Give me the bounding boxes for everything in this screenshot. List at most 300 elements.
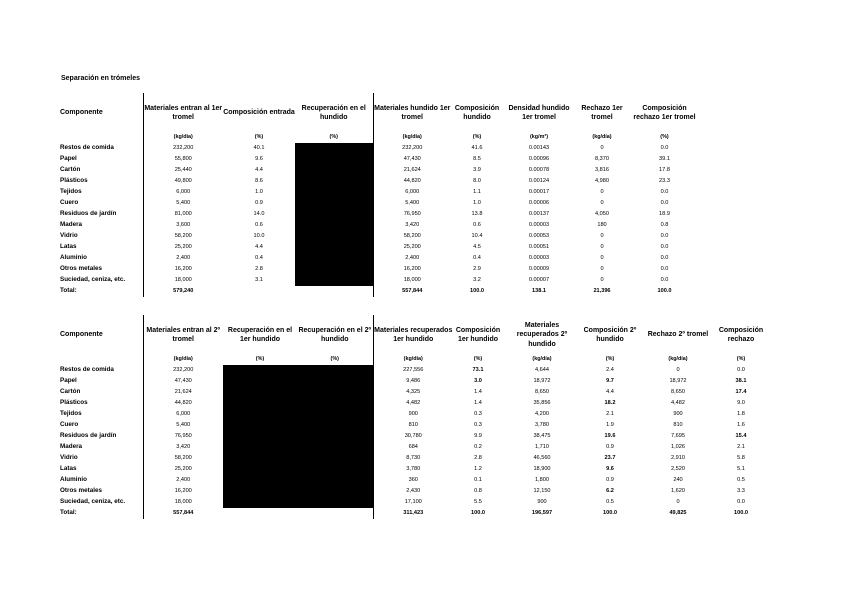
table-cell: 0.00007 <box>528 276 550 283</box>
table-cell: 3,420 <box>373 220 451 231</box>
redacted-cell <box>295 176 373 187</box>
redacted-cell <box>223 398 297 409</box>
total-row <box>57 508 765 519</box>
redacted-cell <box>223 431 297 442</box>
column-header: Recuperación en el 1er hundido <box>227 326 293 343</box>
table-cell: 17.8 <box>659 166 670 173</box>
redacted-cell <box>297 409 373 420</box>
unit-label: (%) <box>605 356 615 363</box>
table-cell: 3.2 <box>473 276 481 283</box>
table-cell: 5.1 <box>737 465 745 472</box>
row-label: Cuero <box>57 198 143 209</box>
table-row <box>57 486 765 497</box>
row-label: Cartón <box>57 387 143 398</box>
redacted-cell <box>295 209 373 220</box>
table-cell: 0 <box>600 188 604 195</box>
table-cell: 4.5 <box>473 243 481 250</box>
table-row <box>57 464 765 475</box>
table-cell: 0.00053 <box>528 232 550 239</box>
table-cell: 4,050 <box>595 210 609 217</box>
table-cell: 0 <box>600 199 604 206</box>
table-cell: 0 <box>600 243 604 250</box>
table-row <box>57 154 700 165</box>
table-cell: 23.3 <box>659 177 670 184</box>
table-cell: 38.1 <box>735 377 747 384</box>
column-header: Composición rechazo 1er tromel <box>633 104 696 121</box>
table-row <box>57 398 765 409</box>
total-cell <box>223 508 297 519</box>
table-cell: 0.5 <box>737 476 745 483</box>
redacted-cell <box>223 464 297 475</box>
table-cell: 0 <box>676 366 680 373</box>
table-cell: 0.0 <box>660 188 669 195</box>
table-cell: 0.9 <box>606 443 614 450</box>
row-label: Vidrio <box>57 453 143 464</box>
row-label: Suciedad, ceniza, etc. <box>57 497 143 508</box>
total-cell: 557,844 <box>373 286 451 297</box>
table-cell: 4,482 <box>671 399 685 406</box>
redacted-cell <box>295 143 373 154</box>
redacted-cell <box>295 242 373 253</box>
table-cell: 5.5 <box>474 498 482 505</box>
table-cell: 0.0 <box>660 254 669 261</box>
table-cell: 55,800 <box>174 155 192 162</box>
table-cell: 18,000 <box>174 276 192 283</box>
table-cell: 0.3 <box>474 410 482 417</box>
unit-label: (%) <box>472 134 482 141</box>
unit-label: (kg/m³) <box>530 134 548 141</box>
table-cell: 8,650 <box>535 388 549 395</box>
column-header: Densidad hundido 1er tromel <box>508 104 570 121</box>
table-row <box>57 231 700 242</box>
row-label: Latas <box>57 242 143 253</box>
total-cell: 100.0 <box>734 509 748 516</box>
table-cell: 3,780 <box>373 464 453 475</box>
table-cell: 4,980 <box>595 177 609 184</box>
row-label: Tejidos <box>57 187 143 198</box>
table-cell: 76,950 <box>174 432 192 439</box>
total-label: Total: <box>57 286 143 297</box>
table-cell: 684 <box>373 442 453 453</box>
table-cell: 44,820 <box>174 399 192 406</box>
column-header: Composición rechazo <box>718 326 764 343</box>
total-label: Total: <box>57 508 143 519</box>
table-cell: 9.6 <box>255 155 263 162</box>
redacted-cell <box>223 442 297 453</box>
table-cell: 2.8 <box>255 265 263 272</box>
table-cell: 2.8 <box>474 454 482 461</box>
total-cell <box>295 286 373 297</box>
table-cell: 0 <box>600 254 604 261</box>
total-row <box>57 286 700 297</box>
table-segundo-tromel <box>57 315 766 519</box>
unit-label: (kg/día) <box>373 133 451 143</box>
redacted-cell <box>295 198 373 209</box>
table-cell: 18,972 <box>669 377 687 384</box>
table-cell: 232,200 <box>173 144 194 151</box>
redacted-cell <box>297 464 373 475</box>
table-cell: 3,816 <box>595 166 609 173</box>
table-cell: 46,560 <box>533 454 551 461</box>
table-cell: 18,000 <box>373 275 451 286</box>
table-row <box>57 242 700 253</box>
table-row <box>57 475 765 486</box>
table-cell: 47,430 <box>174 377 192 384</box>
table-cell: 16,200 <box>174 265 192 272</box>
unit-label: (%) <box>254 134 264 141</box>
redacted-cell <box>223 387 297 398</box>
table-cell: 232,200 <box>373 143 451 154</box>
table-cell: 227,556 <box>373 365 453 376</box>
table-cell: 2.9 <box>473 265 481 272</box>
redacted-cell <box>297 398 373 409</box>
table-cell: 18,900 <box>533 465 551 472</box>
table-cell: 15.4 <box>735 432 747 439</box>
table-row <box>57 497 765 508</box>
table-cell: 1.9 <box>606 421 614 428</box>
table-row <box>57 220 700 231</box>
table-cell: 16,200 <box>373 264 451 275</box>
total-cell: 138.1 <box>532 287 546 294</box>
column-header: Componente <box>57 315 143 355</box>
row-label: Aluminio <box>57 475 143 486</box>
total-cell: 100.0 <box>603 509 617 516</box>
table-cell: 16,200 <box>174 487 192 494</box>
table-cell: 9,486 <box>373 376 453 387</box>
table-cell: 900 <box>673 410 683 417</box>
table-cell: 810 <box>373 420 453 431</box>
table-cell: 1,026 <box>671 443 685 450</box>
row-label: Plásticos <box>57 176 143 187</box>
table-cell: 3.1 <box>255 276 263 283</box>
table-cell: 81,000 <box>174 210 192 217</box>
table-cell: 9.7 <box>606 377 614 384</box>
unit-label: (%) <box>330 356 339 363</box>
table-cell: 0.00096 <box>528 155 550 162</box>
table-cell: 1.8 <box>737 410 745 417</box>
column-header: Rechazo 2º tromel <box>647 331 709 339</box>
row-label: Latas <box>57 464 143 475</box>
table-cell: 1,710 <box>535 443 549 450</box>
column-header: Composición entrada <box>223 109 295 117</box>
table-cell: 8.6 <box>255 177 263 184</box>
column-header: Recuperación en el hundido <box>301 104 366 121</box>
unit-label: (%) <box>736 356 746 363</box>
table-cell: 360 <box>373 475 453 486</box>
column-header: Composición hundido <box>454 104 500 121</box>
redacted-cell <box>223 453 297 464</box>
table-cell: 58,200 <box>373 231 451 242</box>
table-cell: 18.2 <box>604 399 616 406</box>
table-cell: 0 <box>600 276 604 283</box>
total-cell: 100.0 <box>657 287 672 294</box>
table-cell: 5,400 <box>373 198 451 209</box>
table-cell: 240 <box>673 476 683 483</box>
page-title: Separación en trómeles <box>61 75 140 82</box>
total-cell <box>297 508 373 519</box>
table-cell: 0.4 <box>473 254 481 261</box>
column-header: Materiales entran al 1er tromel <box>144 104 223 121</box>
table-row <box>57 431 765 442</box>
unit-label <box>57 133 143 143</box>
table-cell: 8.0 <box>473 177 481 184</box>
table-cell: 5,400 <box>176 199 191 206</box>
table-cell: 40.1 <box>253 144 265 151</box>
table-cell: 18.9 <box>659 210 670 217</box>
table-cell: 0.5 <box>606 498 614 505</box>
table-cell: 0.00078 <box>528 166 550 173</box>
table-cell: 0.2 <box>474 443 482 450</box>
table-cell: 0.0 <box>660 243 669 250</box>
table-cell: 0.9 <box>606 476 614 483</box>
redacted-cell <box>223 409 297 420</box>
table-cell: 6,000 <box>373 187 451 198</box>
table-cell: 1,620 <box>671 487 685 494</box>
table-cell: 8,370 <box>595 155 609 162</box>
redacted-cell <box>297 475 373 486</box>
redacted-cell <box>295 231 373 242</box>
table-cell: 2,430 <box>373 486 453 497</box>
table-cell: 73.1 <box>472 366 484 373</box>
table-row <box>57 187 700 198</box>
table-cell: 13.8 <box>471 210 483 217</box>
redacted-cell <box>223 420 297 431</box>
total-cell <box>223 286 295 297</box>
table-cell: 38,475 <box>533 432 551 439</box>
table-cell: 810 <box>673 421 683 428</box>
total-cell: 100.0 <box>470 287 484 294</box>
row-label: Residuos de jardín <box>57 209 143 220</box>
table-cell: 0.9 <box>255 199 263 206</box>
table-cell: 4,325 <box>373 387 453 398</box>
unit-label: (kg/día) <box>668 356 688 363</box>
table-cell: 25,200 <box>174 243 192 250</box>
redacted-cell <box>297 387 373 398</box>
table-cell: 3,420 <box>176 443 191 450</box>
table-cell: 8.5 <box>473 155 481 162</box>
table-cell: 7,695 <box>671 432 685 439</box>
table-cell: 3.3 <box>737 487 745 494</box>
table-row <box>57 198 700 209</box>
table-cell: 25,200 <box>373 242 451 253</box>
table-cell: 0.3 <box>474 421 482 428</box>
table-cell: 2,520 <box>671 465 685 472</box>
redacted-cell <box>223 475 297 486</box>
row-label: Cuero <box>57 420 143 431</box>
row-label: Residuos de jardín <box>57 431 143 442</box>
table-cell: 5,400 <box>176 421 191 428</box>
table-cell: 2,400 <box>176 254 191 261</box>
table-row <box>57 264 700 275</box>
column-header: Materiales entran al 2º tromel <box>146 326 221 343</box>
table-cell: 0.00143 <box>528 144 550 151</box>
table-cell: 2.4 <box>606 366 614 373</box>
table-cell: 0.00017 <box>528 188 550 195</box>
unit-label: (%) <box>660 134 669 141</box>
table-cell: 35,856 <box>533 399 551 406</box>
table-row <box>57 453 765 464</box>
table-cell: 4,482 <box>373 398 453 409</box>
redacted-cell <box>295 165 373 176</box>
table-row <box>57 442 765 453</box>
row-label: Aluminio <box>57 253 143 264</box>
table-cell: 18,000 <box>174 498 192 505</box>
redacted-cell <box>223 497 297 508</box>
total-cell: 311,423 <box>373 508 453 519</box>
table-cell: 0.0 <box>660 199 669 206</box>
unit-label: (kg/día) <box>173 134 193 141</box>
column-header: Materiales hundido 1er tromel <box>373 93 451 133</box>
table-row <box>57 165 700 176</box>
redacted-cell <box>297 497 373 508</box>
table-cell: 12,150 <box>533 487 551 494</box>
table-cell: 0.1 <box>474 476 482 483</box>
table-cell: 58,200 <box>174 454 192 461</box>
total-cell: 196,597 <box>531 509 553 516</box>
redacted-cell <box>297 486 373 497</box>
table-cell: 0.8 <box>660 221 669 228</box>
table-cell: 41.6 <box>471 144 483 151</box>
table-cell: 17.4 <box>735 388 747 395</box>
table-cell: 9.0 <box>737 399 745 406</box>
table-cell: 232,200 <box>173 366 194 373</box>
table-cell: 8,650 <box>671 388 685 395</box>
unit-label: (kg/día) <box>532 356 552 363</box>
table-cell: 18,972 <box>533 377 551 384</box>
table-primer-tromel <box>57 93 700 297</box>
table-cell: 4,200 <box>535 410 549 417</box>
unit-label: (kg/día) <box>373 355 453 365</box>
table-cell: 2,400 <box>176 476 191 483</box>
total-cell: 557,844 <box>173 509 194 516</box>
table-cell: 4.4 <box>255 166 263 173</box>
table-cell: 25,440 <box>174 166 192 173</box>
table-cell: 0.00003 <box>528 221 550 228</box>
table-cell: 5.8 <box>737 454 745 461</box>
column-header: Componente <box>57 93 143 133</box>
table-cell: 44,820 <box>373 176 451 187</box>
table-cell: 6,000 <box>176 188 191 195</box>
table-cell: 39.1 <box>659 155 670 162</box>
table-cell: 0.00003 <box>528 254 550 261</box>
table-row <box>57 420 765 431</box>
table-cell: 0.8 <box>474 487 482 494</box>
column-header: Materiales recuperados 2º hundido <box>516 321 568 348</box>
row-label: Suciedad, ceniza, etc. <box>57 275 143 286</box>
table-cell: 49,800 <box>174 177 192 184</box>
table-cell: 0 <box>676 498 680 505</box>
table-cell: 4.4 <box>255 243 263 250</box>
table-cell: 10.4 <box>471 232 483 239</box>
table-cell: 0.6 <box>255 221 263 228</box>
table-cell: 8,730 <box>373 453 453 464</box>
table-cell: 180 <box>597 221 607 228</box>
column-header: Recuperación en el 2º hundido <box>298 326 372 343</box>
table-cell: 1.0 <box>473 199 481 206</box>
table-cell: 1,800 <box>535 476 549 483</box>
table-cell: 0.00006 <box>528 199 550 206</box>
row-label: Tejidos <box>57 409 143 420</box>
table-cell: 0.6 <box>473 221 481 228</box>
table-cell: 58,200 <box>174 232 192 239</box>
table-cell: 14.0 <box>253 210 265 217</box>
table-row <box>57 143 700 154</box>
unit-label: (%) <box>329 134 338 141</box>
table-cell: 30,780 <box>373 431 453 442</box>
total-cell: 49,825 <box>669 509 687 516</box>
unit-label: (%) <box>473 356 483 363</box>
table-cell: 0.0 <box>737 498 745 505</box>
table-cell: 1.0 <box>255 188 263 195</box>
column-header: Materiales recuperados 1er hundido <box>373 315 453 355</box>
table-cell: 0.0 <box>660 232 669 239</box>
table-cell: 9.9 <box>474 432 482 439</box>
row-label: Madera <box>57 442 143 453</box>
column-header: Rechazo 1er tromel <box>581 104 623 121</box>
table-row <box>57 176 700 187</box>
table-cell: 0.00009 <box>528 265 550 272</box>
row-label: Restos de comida <box>57 365 143 376</box>
table-cell: 2,910 <box>671 454 685 461</box>
table-cell: 0.00124 <box>528 177 550 184</box>
table-cell: 3,600 <box>176 221 191 228</box>
table-row <box>57 409 765 420</box>
unit-label <box>57 355 143 365</box>
redacted-cell <box>223 376 297 387</box>
redacted-cell <box>223 365 297 376</box>
redacted-cell <box>295 220 373 231</box>
redacted-cell <box>295 154 373 165</box>
table-cell: 3.9 <box>473 166 481 173</box>
table-row <box>57 387 765 398</box>
total-cell: 21,396 <box>593 287 611 294</box>
redacted-cell <box>297 365 373 376</box>
total-cell: 100.0 <box>471 509 485 516</box>
table-cell: 17,100 <box>373 497 453 508</box>
table-cell: 76,950 <box>373 209 451 220</box>
column-header: Composición 1er hundido <box>455 326 501 343</box>
table-row <box>57 376 765 387</box>
redacted-cell <box>295 275 373 286</box>
table-row <box>57 253 700 264</box>
redacted-cell <box>297 376 373 387</box>
table-cell: 21,624 <box>174 388 192 395</box>
table-cell: 0.0 <box>660 276 669 283</box>
table-cell: 0 <box>600 265 604 272</box>
table-cell: 0.0 <box>660 265 669 272</box>
row-label: Restos de comida <box>57 143 143 154</box>
table-cell: 1.4 <box>474 388 482 395</box>
table-row <box>57 209 700 220</box>
table-cell: 1.6 <box>737 421 745 428</box>
table-cell: 6.2 <box>606 487 614 494</box>
table-cell: 0.00051 <box>528 243 550 250</box>
row-label: Plásticos <box>57 398 143 409</box>
column-header: Composición 2º hundido <box>583 326 637 343</box>
table-cell: 1.2 <box>474 465 482 472</box>
total-cell: 579,240 <box>173 287 194 294</box>
row-label: Otros metales <box>57 264 143 275</box>
row-label: Otros metales <box>57 486 143 497</box>
table-cell: 1.4 <box>474 399 482 406</box>
row-label: Cartón <box>57 165 143 176</box>
table-row <box>57 275 700 286</box>
unit-label: (kg/día) <box>592 134 612 141</box>
table-cell: 0.0 <box>660 144 669 151</box>
table-cell: 19.6 <box>604 432 616 439</box>
table-cell: 0.0 <box>737 366 745 373</box>
table-cell: 900 <box>537 498 547 505</box>
